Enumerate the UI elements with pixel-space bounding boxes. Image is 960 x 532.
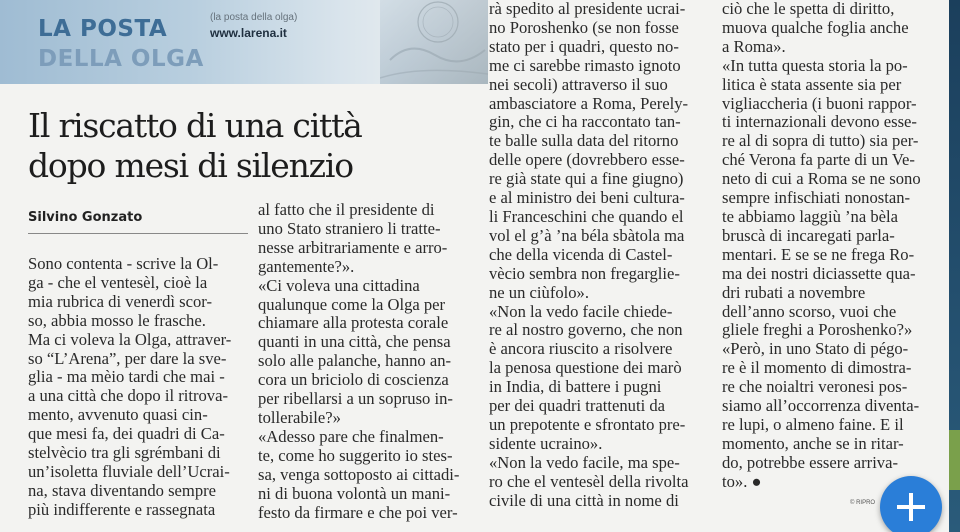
article-text-line: ti internazionali devono esse- [722,113,917,132]
article-text-line: re è il momento di dimostra- [722,359,912,378]
article-text-line: que mesi fa, dei quadri di Ca- [28,425,225,444]
article-text-line: qualunque come la Olga per [258,295,446,314]
article-text-line: vigliaccheria (i buoni rappor- [722,94,917,113]
article-text-line: vol el g’à ’na béla sbàtola ma [489,226,685,245]
article-text-line: re al nostro governo, che non [489,321,683,340]
article-text-line: ni di buona volontà un mani- [258,484,451,503]
article-text-line: te abbiamo laggiù ’na bèla [722,207,899,226]
article-text-line: so “L’Arena”, per dare la sve- [28,349,227,368]
article-headline [28,106,478,186]
article-text-line: to». ● [722,472,762,491]
article-text-line: re che noialtri veronesi pos- [722,378,908,397]
postage-stamp-image [380,0,488,84]
article-text-line: «Ci voleva una cittadina [258,276,420,295]
article-text-line: «Non la vedo facile, ma spe- [489,453,680,472]
article-text-line: me ci sarebbe rimasto ignoto [489,56,681,75]
article-text-line: bruscà di incaregati parla- [722,226,895,245]
article-text-line: glia - ma mèio tardi che mai - [28,368,225,387]
article-column-4 [722,0,940,492]
article-text-line: che della vicenda di Castel- [489,245,673,264]
article-text-line: un’isoletta fluviale dell’Ucrai- [28,462,230,481]
sidebar-edge [949,0,960,532]
article-text-line: in India, di battere i pugni [489,378,662,397]
sidebar-accent [949,430,960,490]
article-text-line: è ancora riuscito a risolvere [489,340,673,359]
article-text-line: per ribellarsi a un sopruso in- [258,390,453,409]
article-text-line: litica è stata assente sia per [722,75,902,94]
article-text-line: neto di cui a Roma se ne sono [722,170,921,189]
article-byline: Silvino Gonzato [28,210,248,234]
article-column-2 [258,201,475,522]
article-text-line: rà spedito al presidente ucrai- [489,0,686,18]
article-text-line: nesse arbitrariamente e arro- [258,238,448,257]
article-text-line: chiamare alla protesta corale [258,314,449,333]
add-button[interactable] [880,476,942,532]
article-text-line: stelvècio tra gli sgrémbani di [28,444,221,463]
article-text-line: dri rubati a novembre [722,283,866,302]
article-text-line: un prepotente e sfrontato pre- [489,415,686,434]
article-text-line: no Poroshenko (se non fosse [489,18,679,37]
article-text-line: «Non la vedo facile chiede- [489,302,673,321]
article-text-line: tollerabile?» [258,408,341,427]
article-text-line: te, come ho suggerito io stes- [258,446,453,465]
article-text-line: ambasciatore a Roma, Perely- [489,94,689,113]
article-text-line: gin, che ci ha raccontato tan- [489,113,681,132]
article-text-line: sidente ucraino». [489,434,603,453]
article-text-line: mento, avvenuto quasi cin- [28,406,208,425]
article-text-line: mia rubrica di venerdì scor- [28,292,212,311]
article-text-line: festo da firmare e che poi ver- [258,503,458,522]
article-column-3 [489,0,707,510]
article-text-line: ma dei nostri diciassette qua- [722,264,916,283]
article-text-line: na, stava diventando sempre [28,481,217,500]
article-text-line: e al ministro dei beni cultura- [489,189,685,208]
article-text-line: a una città che dopo il ritrova- [28,387,228,406]
article-text-line: a Roma». [722,37,786,56]
article-text-line: mentari. E se se ne frega Ro- [722,245,915,264]
article-text-line: ga - che el ventesèl, cioè la [28,273,208,292]
article-text-line: per dei quadri trattenuti da [489,397,666,416]
article-text-line: cora un briciolo di coscienza [258,371,449,390]
brand-title-line1: LA POSTA [38,16,168,42]
article-text-line: gantemente?». [258,257,355,276]
article-text-line: la penosa questione dei marò [489,359,682,378]
article-text-line: ciò che le spetta di diritto, [722,0,895,18]
brand-url-link[interactable]: www.larena.it [210,26,287,40]
article-text-line: più indifferente e rassegnata [28,500,216,519]
article-text-line: Sono contenta - scrive la Ol- [28,255,219,273]
article-text-line: sa, venga sottoposto ai cittadi- [258,465,460,484]
article-text-line: re lupi, o almeno faine. E il [722,415,904,434]
article-text-line: do, potrebbe essere arriva- [722,453,898,472]
article-text-line: dell’anno scorso, vuoi che [722,302,897,321]
article-text-line: solo alle palanche, hanno an- [258,352,452,371]
article-text-line: stato per i quadri, questo no- [489,37,679,56]
column-banner [0,0,488,84]
article-text-line: quanti in una città, che pensa [258,333,451,352]
article-text-line: delle opere (dovrebbero esse- [489,151,685,170]
article-text-line: momento, anche se in ritar- [722,434,904,453]
headline-line-2: dopo mesi di silenzio [28,146,353,185]
article-text-line: re già state qui a fine giugno) [489,170,684,189]
plus-icon [894,490,928,524]
article-text-line: al fatto che il presidente di [258,201,435,219]
article-text-line: nei secoli) attraverso il suo [489,75,668,94]
article-text-line: muova qualche foglia anche [722,18,909,37]
article-text-line: uno Stato straniero li tratte- [258,219,441,238]
article-text-line: li Franceschini che quando el [489,207,684,226]
headline-line-1: Il riscatto di una città [28,106,362,145]
article-text-line: ne un ciùfolo». [489,283,590,302]
article-text-line: te balle sulla data del ritorno [489,132,679,151]
article-text-line: siamo all’occorrenza diventa- [722,397,920,416]
brand-subtitle: (la posta della olga) [210,12,298,23]
article-text-line: re al di sopra di tutto) sia per- [722,132,919,151]
article-text-line: gliele freghi a Poroshenko?» [722,321,913,340]
article-text-line: Ma ci voleva la Olga, attraver- [28,330,232,349]
article-text-line: vècio sembra non fregarglie- [489,264,680,283]
article-text-line: sempre infischiati nonostan- [722,189,911,208]
article-text-line: «Adesso pare che finalmen- [258,427,444,446]
article-text-line: «In tutta questa storia la po- [722,56,908,75]
copyright-credit: © RIPRO [850,500,876,506]
article-column-1 [28,255,245,520]
brand-title-line2: DELLA OLGA [38,46,204,72]
article-text-line: so, abbia mosso le frasche. [28,311,206,330]
article-text-line: civile di una città in nome di [489,491,679,510]
article-text-line: ché Verona fa parte di un Ve- [722,151,915,170]
article-text-line: «Però, in uno Stato di pégo- [722,340,909,359]
article-text-line: ro che el ventesèl della rivolta [489,472,689,491]
